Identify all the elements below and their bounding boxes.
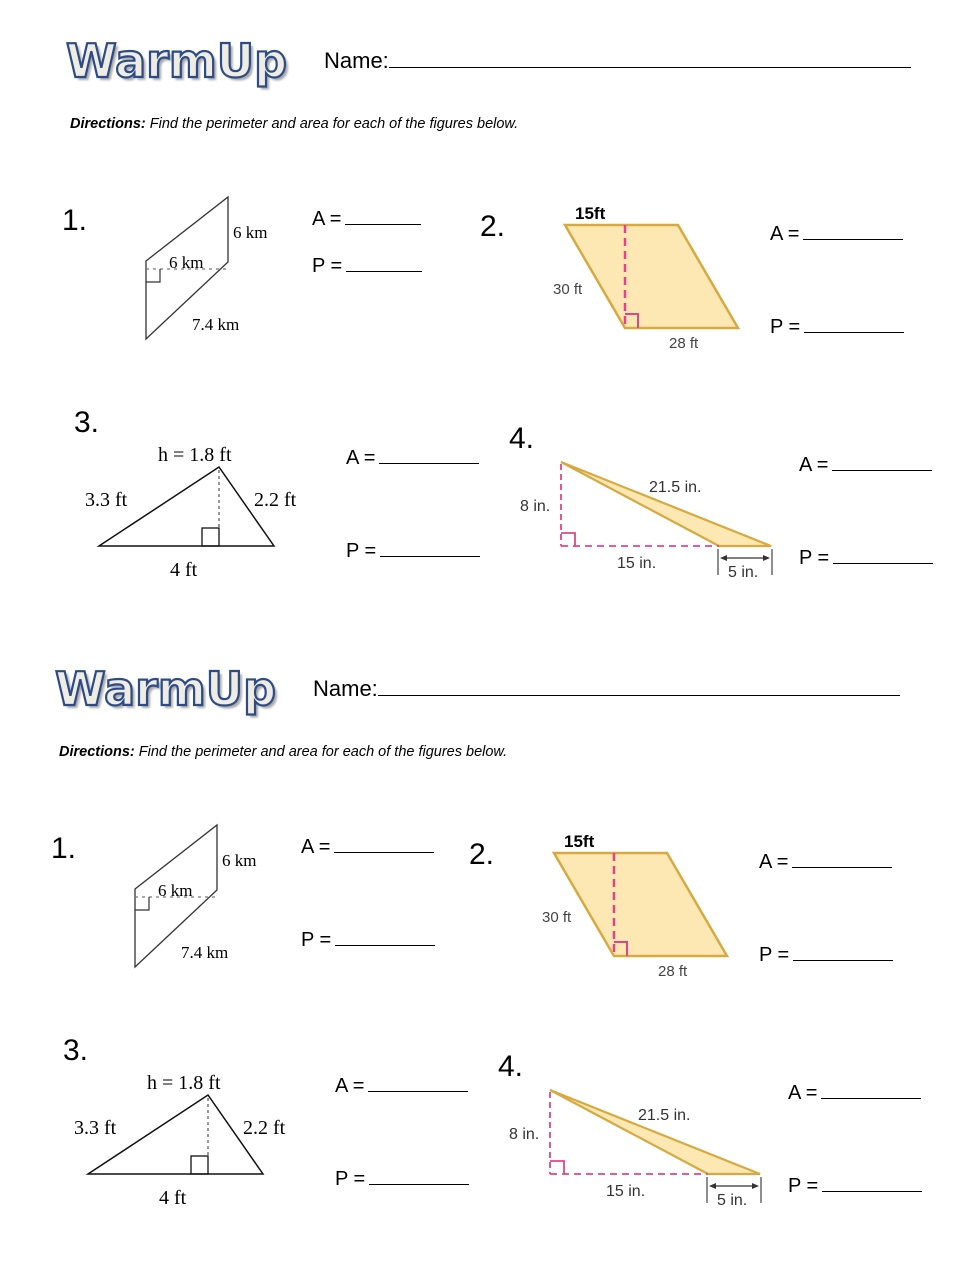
name-field[interactable] xyxy=(324,48,911,74)
perimeter-blank[interactable] xyxy=(335,944,435,946)
label-ext: 15 in. xyxy=(606,1183,646,1200)
directions-label: Directions: xyxy=(70,116,146,132)
label-base: 28 ft xyxy=(658,963,688,980)
problem-4-perimeter[interactable]: P = xyxy=(788,1176,922,1196)
label-left: 3.3 ft xyxy=(85,489,128,511)
problem-3-number: 3. xyxy=(63,1034,89,1067)
problem-4-figure xyxy=(510,450,790,590)
problem-1-figure xyxy=(140,195,280,345)
label-left: 3.3 ft xyxy=(74,1117,117,1139)
perimeter-blank[interactable] xyxy=(793,959,893,961)
area-blank[interactable] xyxy=(803,238,903,240)
problem-4-perimeter[interactable]: P = xyxy=(799,548,933,568)
problem-1-number: 1. xyxy=(51,832,77,865)
area-blank[interactable] xyxy=(792,866,892,868)
problem-2-perimeter[interactable]: P = xyxy=(759,945,893,965)
problem-1-perimeter[interactable]: P = xyxy=(301,930,435,950)
label-slant: 7.4 km xyxy=(192,315,240,334)
directions-text: Find the perimeter and area for each of the figures below. xyxy=(145,116,519,132)
label-base: 4 ft xyxy=(159,1187,187,1209)
area-blank[interactable] xyxy=(832,469,932,471)
problem-4-figure xyxy=(499,1078,779,1218)
problem-1-figure xyxy=(129,823,269,973)
label-top: 15ft xyxy=(575,204,606,223)
label-ext: 15 in. xyxy=(617,555,657,572)
area-blank[interactable] xyxy=(334,851,434,853)
problem-2-area[interactable]: A = xyxy=(770,224,903,244)
label-height: h = 1.8 ft xyxy=(158,444,232,466)
perimeter-blank[interactable] xyxy=(369,1183,469,1185)
problem-4-number: 4. xyxy=(498,1050,524,1083)
perimeter-blank[interactable] xyxy=(346,270,422,272)
label-hyp: 21.5 in. xyxy=(638,1107,691,1124)
problem-1-perimeter[interactable]: P = xyxy=(312,256,422,276)
problem-2-perimeter[interactable]: P = xyxy=(770,317,904,337)
label-base: 28 ft xyxy=(669,335,699,352)
label-height: 8 in. xyxy=(520,498,551,515)
directions-label: Directions: xyxy=(59,744,135,760)
problem-3-area[interactable]: A = xyxy=(335,1076,468,1096)
worksheet-top xyxy=(0,0,979,630)
label-hyp: 21.5 in. xyxy=(649,479,702,496)
problem-3-perimeter[interactable]: P = xyxy=(335,1169,469,1189)
label-slant: 7.4 km xyxy=(181,943,229,962)
problem-2-area[interactable]: A = xyxy=(759,852,892,872)
area-blank[interactable] xyxy=(379,462,479,464)
name-blank[interactable] xyxy=(378,694,900,696)
directions xyxy=(59,744,507,760)
problem-2-figure xyxy=(545,200,755,360)
label-height: 8 in. xyxy=(509,1126,540,1143)
label-slant: 30 ft xyxy=(542,909,572,926)
label-slant: 30 ft xyxy=(553,281,583,298)
area-blank[interactable] xyxy=(821,1097,921,1099)
problem-1-number: 1. xyxy=(62,204,88,237)
worksheet-bottom xyxy=(0,628,968,1258)
problem-4-number: 4. xyxy=(509,422,535,455)
perimeter-blank[interactable] xyxy=(822,1190,922,1192)
label-base: 5 in. xyxy=(728,564,759,581)
problem-3-perimeter[interactable]: P = xyxy=(346,541,480,561)
perimeter-blank[interactable] xyxy=(380,555,480,557)
label-right: 2.2 ft xyxy=(254,489,297,511)
label-base: 4 ft xyxy=(170,559,198,581)
name-label: Name: xyxy=(313,676,378,701)
problem-4-area[interactable]: A = xyxy=(788,1083,921,1103)
directions-text: Find the perimeter and area for each of the figures below. xyxy=(134,744,508,760)
perimeter-blank[interactable] xyxy=(833,562,933,564)
problem-3-figure xyxy=(69,1068,309,1218)
name-label: Name: xyxy=(324,48,389,73)
problem-1-area[interactable]: A = xyxy=(301,837,434,857)
warmup-logo: WarmUp xyxy=(66,34,288,88)
perimeter-blank[interactable] xyxy=(804,331,904,333)
label-height: 6 km xyxy=(169,253,204,272)
directions xyxy=(70,116,518,132)
label-height: 6 km xyxy=(158,881,193,900)
problem-2-number: 2. xyxy=(469,838,495,871)
label-side: 6 km xyxy=(222,851,257,870)
label-height: h = 1.8 ft xyxy=(147,1072,221,1094)
area-blank[interactable] xyxy=(345,223,421,225)
problem-4-area[interactable]: A = xyxy=(799,455,932,475)
problem-3-figure xyxy=(80,440,320,590)
area-blank[interactable] xyxy=(368,1090,468,1092)
problem-3-area[interactable]: A = xyxy=(346,448,479,468)
name-blank[interactable] xyxy=(389,66,911,68)
problem-3-number: 3. xyxy=(74,406,100,439)
problem-2-figure xyxy=(534,828,744,988)
problem-2-number: 2. xyxy=(480,210,506,243)
label-base: 5 in. xyxy=(717,1192,748,1209)
warmup-logo: WarmUp xyxy=(55,662,277,716)
label-top: 15ft xyxy=(564,832,595,851)
label-right: 2.2 ft xyxy=(243,1117,286,1139)
label-side: 6 km xyxy=(233,223,268,242)
name-field[interactable] xyxy=(313,676,900,702)
problem-1-area[interactable]: A = xyxy=(312,209,421,229)
